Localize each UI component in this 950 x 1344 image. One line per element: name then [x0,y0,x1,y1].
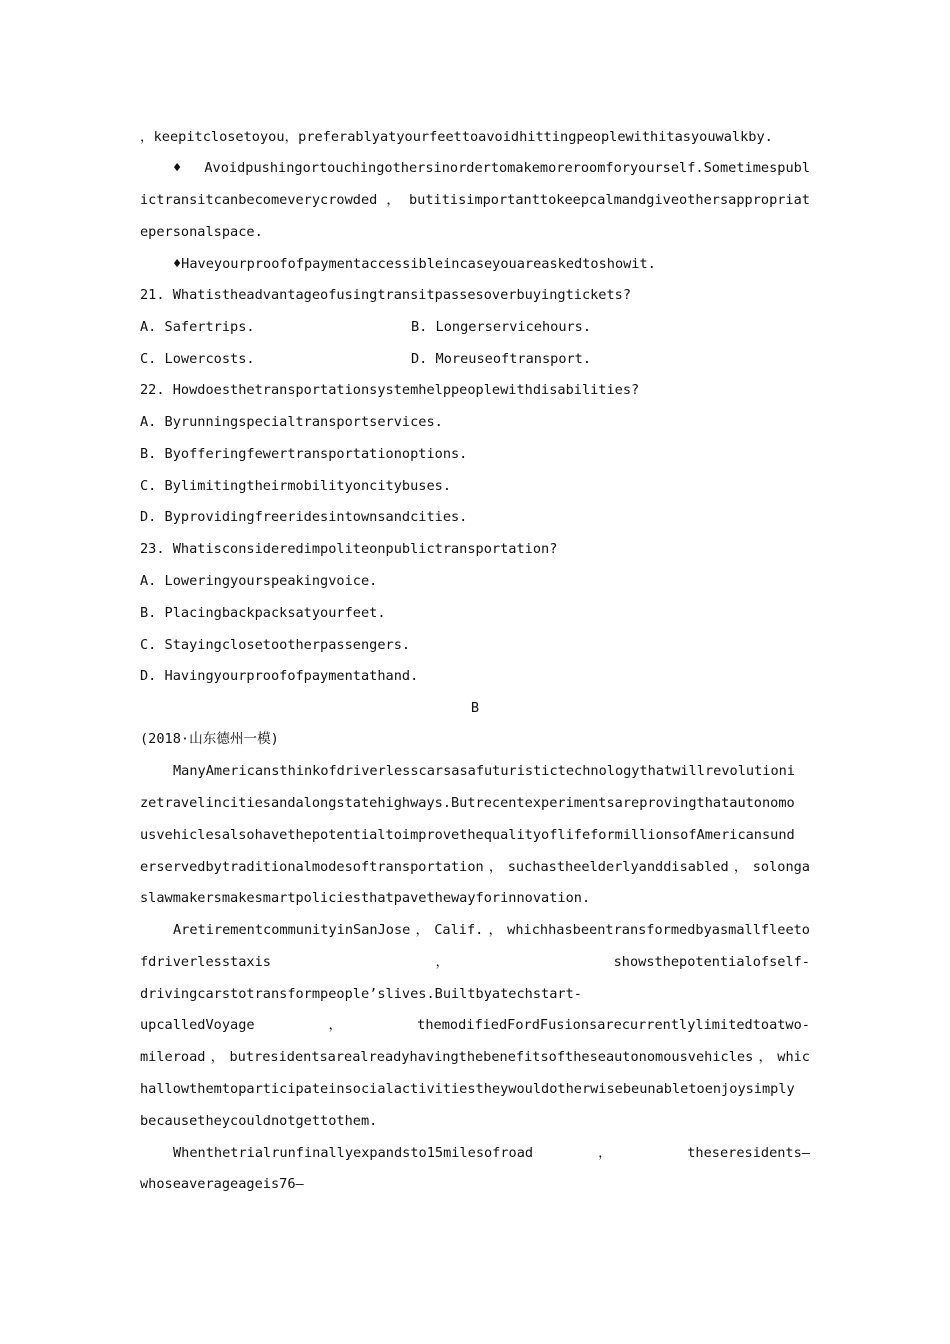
option-22b: B. Byofferingfewertransportationoptions. [140,446,468,462]
option-21d: D. Moreuseoftransport. [411,351,592,367]
question-21: 21. Whatistheadvantageofusingtransitpassesoverbuyingtickets? [140,287,632,303]
paragraph-line: Whenthetrialrunfinallyexpandsto15milesofroad ， theseresidents— [173,1145,810,1161]
paragraph-line: usvehiclesalsohavethepotentialtoimprovethequalityoflifeformillionsofAmericansund [140,827,795,843]
paragraph-line: slawmakersmakesmartpoliciesthatpavethewayforinnovation. [140,890,591,906]
paragraph-line: fdriverlesstaxis ， showsthepotentialofself- [140,954,810,970]
option-23a: A. Loweringyourspeakingvoice. [140,573,378,589]
option-21a: A. Safertrips. [140,319,255,335]
option-21c: C. Lowercosts. [140,351,255,367]
option-22c: C. Bylimitingtheirmobilityoncitybuses. [140,478,451,494]
paragraph-line: AretirementcommunityinSanJose，Calif.，whichhasbeentransformedbyasmallfleeto [173,922,810,938]
paragraph-line: whoseaverageageis76— [140,1176,304,1192]
paragraph-line: becausetheycouldnotgettothem. [140,1113,378,1129]
option-21b: B. Longerservicehours. [411,319,592,335]
text-line: epersonalspace. [140,224,263,240]
option-23b: B. Placingbackpacksatyourfeet. [140,605,386,621]
paragraph-line: ManyAmericansthinkofdriverlesscarsasafuturistictechnologythatwillrevolutioni [173,763,795,779]
section-heading: B [470,700,480,716]
option-22d: D. Byprovidingfreeridesintownsandcities. [140,509,468,525]
paragraph-line: erservedbytraditionalmodesoftransportation，suchastheelderlyanddisabled，solonga [140,859,810,875]
question-22: 22. Howdoesthetransportationsystemhelppeoplewithdisabilities? [140,382,640,398]
bullet-line: ♦Haveyourproofofpaymentaccessibleincaseyouareaskedtoshowit. [173,256,656,272]
bullet-line: ♦Avoidpushingortouchingothersinordertomakemoreroomforyourself.Sometimespubl [173,160,810,176]
paragraph-line: drivingcarstotransformpeople’slives.Builtbyatechstart- [140,986,582,1002]
paragraph-line: hallowthemtoparticipateinsocialactivitiestheywouldotherwisebeunabletoenjoysimply [140,1081,795,1097]
source-note: (2018·山东德州一模) [140,731,279,747]
text-line: ictransitcanbecomeverycrowded，butitisimportanttokeepcalmandgiveothersappropriat [140,192,810,208]
paragraph-line: zetravelincitiesandalongstatehighways.Butrecentexperimentsareprovingthatautonomo [140,795,795,811]
paragraph-line: upcalledVoyage ， themodifiedFordFusionsarecurrentlylimitedtoatwo- [140,1017,810,1033]
option-23d: D. Havingyourproofofpaymentathand. [140,668,419,684]
question-23: 23. Whatisconsideredimpoliteonpublictransportation? [140,541,558,557]
paragraph-line: mileroad，butresidentsarealreadyhavingthebenefitsoftheseautonomousvehicles，whic [140,1049,810,1065]
text-line: ，keepitclosetoyou，preferablyatyourfeettoavoidhittingpeoplewithitasyouwalkby. [140,129,773,145]
option-22a: A. Byrunningspecialtransportservices. [140,414,443,430]
option-23c: C. Stayingclosetootherpassengers. [140,637,411,653]
